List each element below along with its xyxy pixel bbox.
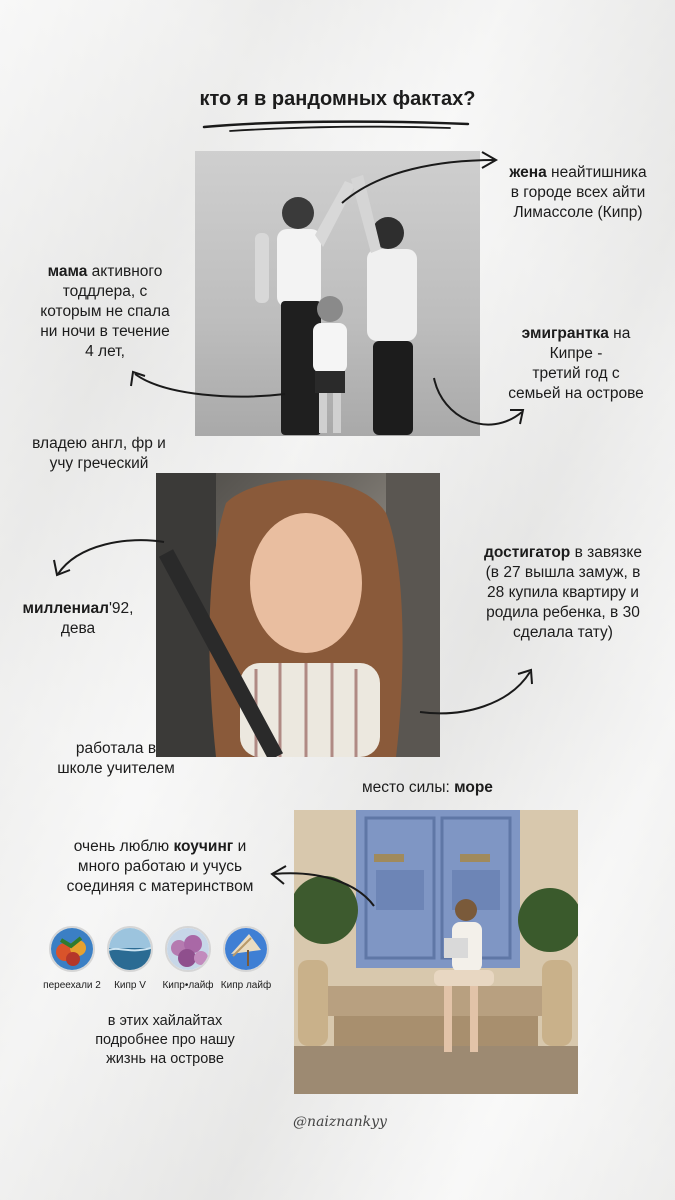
fact-mom: мама активного тоддлера, с которым не спала ни ночи в течение 4 лет, <box>40 263 170 360</box>
door-photo <box>294 810 578 1094</box>
arrow-to-mom <box>125 360 295 405</box>
arrow-to-emigrant <box>428 374 528 440</box>
highlight-label: Кипр лайф <box>220 980 272 991</box>
arrow-to-millennial <box>48 530 168 580</box>
highlight-label: Кипр•лайф <box>162 980 214 991</box>
fruit-photo-icon <box>51 928 93 970</box>
fact-coaching: очень люблю коучинг и много работаю и учусь соединяя с материнством <box>66 838 254 895</box>
highlight-label: Кипр V <box>114 980 146 991</box>
flowers-photo-icon <box>167 928 209 970</box>
fact-millennial: миллениал'92, дева <box>22 600 134 637</box>
author-handle: @naiznankyy <box>293 1114 387 1130</box>
fact-achiever: достигатор в завязке (в 27 вышла замуж, в 28 купила квартиру и родила ребенка, в 30 сделала тату) <box>484 544 642 641</box>
highlight-label: переехали 2 <box>43 980 101 991</box>
highlights-caption: в этих хайлайтах подробнее про нашу жизнь на острове <box>95 1013 235 1067</box>
umbrella-photo-icon <box>225 928 267 970</box>
highlight-sea[interactable] <box>107 926 153 972</box>
fact-wife: жена неайтишника в городе всех айти Лимассоле (Кипр) <box>509 164 647 221</box>
sea-photo-icon <box>109 928 151 970</box>
selfie-photo <box>156 473 440 757</box>
page-title: кто я в рандомных фактах? <box>199 88 476 110</box>
highlight-umbrella[interactable] <box>223 926 269 972</box>
arrow-to-coaching <box>262 860 380 914</box>
fact-emigrant: эмигрантка на Кипре - третий год с семьей на острове <box>508 325 644 402</box>
arrow-to-achiever <box>414 664 538 720</box>
fact-teacher: работала в школе учителем <box>57 740 175 777</box>
highlight-flowers[interactable] <box>165 926 211 972</box>
fact-languages: владею англ, фр и учу греческий <box>32 435 166 472</box>
fact-place: место силы: море <box>362 779 493 796</box>
highlight-fruit[interactable] <box>49 926 95 972</box>
arrow-to-wife <box>330 148 505 208</box>
title-underline <box>200 114 480 136</box>
